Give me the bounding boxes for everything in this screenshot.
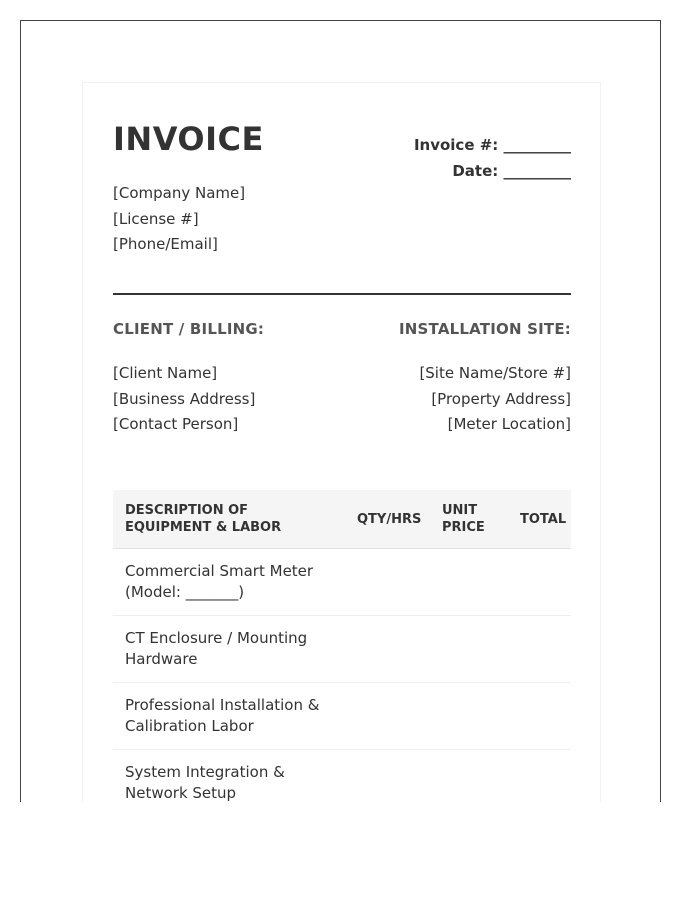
table-row xyxy=(113,683,571,750)
col-header-unit-price: UNIT PRICE xyxy=(430,490,508,549)
client-name: [Client Name] xyxy=(113,364,218,382)
site-address: [Property Address] xyxy=(431,389,571,408)
company-info xyxy=(113,181,245,258)
invoice-number-field: Invoice #: _________ xyxy=(413,136,571,154)
client-contact-person: [Contact Person] xyxy=(113,415,239,433)
table-header-row xyxy=(113,490,571,549)
company-name: [Company Name] xyxy=(113,184,246,202)
row-unit-price xyxy=(430,616,508,683)
row-total xyxy=(508,683,571,750)
invoice-title: INVOICE xyxy=(113,120,264,158)
invoice-meta xyxy=(414,132,571,184)
company-license: [License #] xyxy=(113,209,199,228)
table-row xyxy=(113,750,571,803)
row-description: CT Enclosure / Mounting Hardware xyxy=(113,616,345,683)
site-meter-location: [Meter Location] xyxy=(447,415,571,433)
client-address: [Business Address] xyxy=(113,389,256,408)
row-total xyxy=(508,616,571,683)
row-qty xyxy=(345,616,430,683)
col-header-total: TOTAL xyxy=(508,490,571,549)
row-unit-price xyxy=(430,683,508,750)
header-divider xyxy=(113,293,571,295)
row-qty xyxy=(345,683,430,750)
client-billing-heading: CLIENT / BILLING: xyxy=(113,320,265,338)
row-total xyxy=(508,750,571,803)
client-billing-info xyxy=(113,361,255,438)
col-header-qty: QTY/HRS xyxy=(345,490,430,549)
page-frame xyxy=(20,20,661,802)
installation-site-heading: INSTALLATION SITE: xyxy=(399,320,571,338)
invoice-date-field: Date: _________ xyxy=(452,162,571,180)
line-items-table xyxy=(113,490,571,802)
row-description: System Integration & Network Setup xyxy=(113,750,345,803)
row-total xyxy=(508,549,571,616)
invoice-sheet xyxy=(82,82,601,802)
row-description: Professional Installation & Calibration Labor xyxy=(113,683,345,750)
company-contact: [Phone/Email] xyxy=(113,235,218,253)
table-row xyxy=(113,616,571,683)
installation-site-info xyxy=(419,361,571,438)
row-description: Commercial Smart Meter (Model: _______) xyxy=(113,549,345,616)
col-header-description: DESCRIPTION OF EQUIPMENT & LABOR xyxy=(113,490,345,549)
row-unit-price xyxy=(430,750,508,803)
row-qty xyxy=(345,750,430,803)
row-unit-price xyxy=(430,549,508,616)
table-row xyxy=(113,549,571,616)
site-name: [Site Name/Store #] xyxy=(419,364,571,382)
row-qty xyxy=(345,549,430,616)
